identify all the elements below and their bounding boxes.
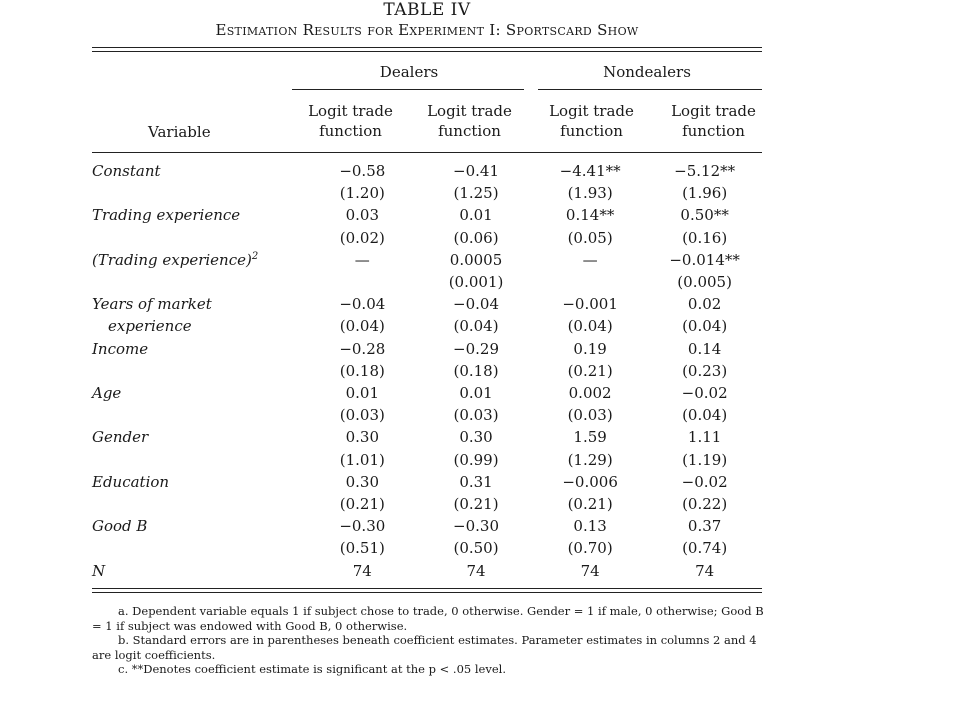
table-cell-col2: (0.18) [453, 361, 499, 380]
variable-label [92, 249, 306, 271]
variable-label [92, 182, 306, 204]
table-cell-col4: 0.37 [687, 517, 722, 536]
table-row [92, 249, 762, 271]
table-cell-col1: — [354, 250, 370, 269]
group-header-dealers: Dealers [379, 63, 439, 81]
table-cell-col1: −0.04 [339, 295, 386, 314]
table-cell-col4: (0.74) [682, 539, 728, 558]
table-cell-col3: −0.006 [562, 472, 618, 491]
variable-label [92, 382, 306, 404]
variable-label [92, 426, 306, 448]
table-cell-col4: 0.02 [687, 295, 722, 314]
table-cell-col2: (0.21) [453, 495, 499, 514]
table-cell-col3: (0.21) [567, 495, 613, 514]
variable-name: Income [92, 339, 149, 358]
table-row [92, 271, 762, 293]
table-row [92, 382, 762, 404]
variable-label [92, 338, 306, 360]
table-cell-col4: (0.16) [682, 228, 728, 247]
table-cell-col1 [306, 271, 420, 293]
table-cell-col2: −0.04 [453, 295, 500, 314]
table-cell-col1: (0.51) [339, 539, 385, 558]
table-cell-col4: (1.19) [682, 450, 728, 469]
table-notes [92, 604, 764, 677]
table-cell-col4: −0.014** [669, 250, 740, 269]
variable-label [92, 493, 306, 515]
table-cell-col4: 1.11 [687, 428, 722, 447]
variable-name: experience [108, 317, 192, 336]
table-row [92, 426, 762, 448]
column-header-2 [411, 101, 528, 141]
table-cell-col2: (0.99) [453, 450, 499, 469]
column-header-2-line2: function [438, 122, 501, 140]
table-cell-col3: — [582, 250, 598, 269]
table-cell-col3: 74 [580, 561, 600, 580]
variable-label [92, 560, 306, 582]
table-cell-col1: −0.30 [339, 517, 386, 536]
table-cell-col1: (0.04) [339, 317, 385, 336]
variable-name: Gender [92, 428, 149, 447]
variable-name: Years of market [92, 295, 212, 314]
column-header-3-line1: Logit trade [549, 102, 634, 120]
table-cell-col1: (1.01) [339, 450, 385, 469]
table-cell-col4: (0.04) [682, 317, 728, 336]
variable-label [92, 315, 306, 337]
variable-name: Education [92, 472, 170, 491]
table-cell-col4: (0.04) [682, 406, 728, 425]
group-rule-nondealers [538, 89, 762, 90]
table-cell-col2: 0.01 [459, 384, 493, 403]
table-cell-col3: (0.21) [567, 361, 613, 380]
column-header-1-line2: function [319, 122, 382, 140]
table-title: TABLE IV [383, 0, 471, 20]
table-cell-col4: (1.96) [682, 184, 728, 203]
table-cell-col1: −0.28 [339, 339, 386, 358]
group-header-nondealers: Nondealers [603, 63, 691, 81]
table-row [92, 515, 762, 537]
table-row [92, 227, 762, 249]
header-rule [92, 152, 762, 153]
table-cell-col2: −0.41 [453, 162, 500, 180]
variable-name: Constant [92, 162, 161, 180]
table-cell-col2: −0.29 [453, 339, 500, 358]
variable-name: Trading experience [92, 206, 241, 225]
variable-name: (Trading experience) [92, 250, 252, 269]
table-cell-col2: (1.25) [453, 184, 499, 203]
table-cell-col3: −4.41** [559, 162, 621, 180]
table-subtitle: Estimation Results for Experiment I: Sportscard Show [215, 21, 639, 39]
table-cell-col4: −0.02 [681, 472, 728, 491]
table-cell-col2: 74 [466, 561, 486, 580]
variable-label [92, 293, 306, 315]
table-cell-col1: 74 [352, 561, 372, 580]
note-c: c. **Denotes coefficient estimate is significant at the p < .05 level. [118, 662, 506, 676]
note-a: a. Dependent variable equals 1 if subject chose to trade, 0 otherwise. Gender = 1 if male, 0 otherwise; Good B = 1 if subject was endowed with Good B, 0 otherwise. [92, 604, 764, 633]
table-cell-col2: 0.31 [459, 472, 493, 491]
table-cell-col1: −0.58 [339, 162, 386, 180]
group-rule-dealers [292, 89, 524, 90]
table-row [92, 404, 762, 426]
table-cell-col2: (0.06) [453, 228, 499, 247]
column-header-4 [655, 101, 772, 141]
bottom-double-rule-2 [92, 592, 762, 593]
table-cell-col4: (0.23) [682, 361, 728, 380]
table-row [92, 204, 762, 226]
table-row [92, 315, 762, 337]
top-double-rule-1 [92, 47, 762, 48]
table-cell-col2: 0.0005 [449, 250, 503, 269]
column-header-4-line2: function [682, 122, 745, 140]
table-cell-col2: (0.001) [448, 273, 504, 292]
results-table [92, 160, 762, 582]
top-double-rule-2 [92, 51, 762, 52]
table-cell-col3: (0.03) [567, 406, 613, 425]
column-header-2-line1: Logit trade [427, 102, 512, 120]
table-row [92, 360, 762, 382]
column-header-4-line1: Logit trade [671, 102, 756, 120]
table-row [92, 338, 762, 360]
table-cell-col1: 0.30 [345, 472, 379, 491]
table-cell-col1: 0.01 [345, 384, 379, 403]
table-cell-col2: (0.50) [453, 539, 499, 558]
results-table-body [92, 160, 762, 582]
variable-label [92, 160, 306, 182]
table-cell-col4: 0.14 [687, 339, 722, 358]
table-cell-col2: 0.30 [459, 428, 493, 447]
table-cell-col2: 0.01 [459, 206, 493, 225]
column-header-3 [533, 101, 650, 141]
variable-label [92, 449, 306, 471]
table-cell-col1: (0.03) [339, 406, 385, 425]
variable-label [92, 271, 306, 293]
table-cell-col1: (0.18) [339, 361, 385, 380]
table-cell-col4: 74 [695, 561, 715, 580]
variable-name: Age [92, 384, 122, 403]
table-cell-col3: (0.70) [567, 539, 613, 558]
table-row [92, 160, 762, 182]
column-header-1 [292, 101, 409, 141]
variable-superscript: 2 [251, 250, 259, 262]
table-cell-col2: (0.03) [453, 406, 499, 425]
table-cell-col4: 0.50** [680, 206, 729, 225]
variable-label [92, 537, 306, 559]
table-row [92, 449, 762, 471]
table-cell-col1: 0.30 [345, 428, 379, 447]
variable-label [92, 404, 306, 426]
table-row [92, 537, 762, 559]
table-cell-col3: 1.59 [573, 428, 607, 447]
table-cell-col4: (0.22) [682, 495, 728, 514]
table-cell-col3: (0.05) [567, 228, 613, 247]
table-row [92, 471, 762, 493]
column-header-3-line2: function [560, 122, 623, 140]
table-row [92, 560, 762, 582]
table-cell-col3: 0.13 [573, 517, 607, 536]
table-cell-col1: 0.03 [345, 206, 379, 225]
variable-label [92, 360, 306, 382]
variable-name: N [92, 561, 106, 580]
variable-label [92, 204, 306, 226]
table-cell-col3: 0.002 [568, 384, 612, 403]
table-cell-col3: (0.04) [567, 317, 613, 336]
table-cell-col3: 0.19 [573, 339, 607, 358]
table-cell-col1: (0.21) [339, 495, 385, 514]
variable-label [92, 227, 306, 249]
table-row [92, 182, 762, 204]
table-cell-col3: −0.001 [562, 295, 618, 314]
column-header-variable: Variable [148, 123, 211, 141]
table-cell-col2: (0.04) [453, 317, 499, 336]
table-cell-col4: −0.02 [681, 384, 728, 403]
table-cell-col1: (0.02) [339, 228, 385, 247]
table-cell-col3: (1.93) [567, 184, 613, 203]
table-cell-col4: (0.005) [677, 273, 732, 292]
bottom-double-rule-1 [92, 588, 762, 589]
table-cell-col3 [533, 271, 647, 293]
note-b: b. Standard errors are in parentheses beneath coefficient estimates. Parameter estimates in columns 2 and 4 are logit coefficients. [92, 633, 757, 662]
table-row [92, 493, 762, 515]
table-cell-col1: (1.20) [339, 184, 385, 203]
variable-label [92, 515, 306, 537]
table-cell-col3: (1.29) [567, 450, 613, 469]
variable-label [92, 471, 306, 493]
table-row [92, 293, 762, 315]
column-header-1-line1: Logit trade [308, 102, 393, 120]
variable-name: Good B [92, 517, 148, 536]
table-cell-col2: −0.30 [453, 517, 500, 536]
table-cell-col4: −5.12** [674, 162, 736, 180]
table-cell-col3: 0.14** [565, 206, 615, 225]
